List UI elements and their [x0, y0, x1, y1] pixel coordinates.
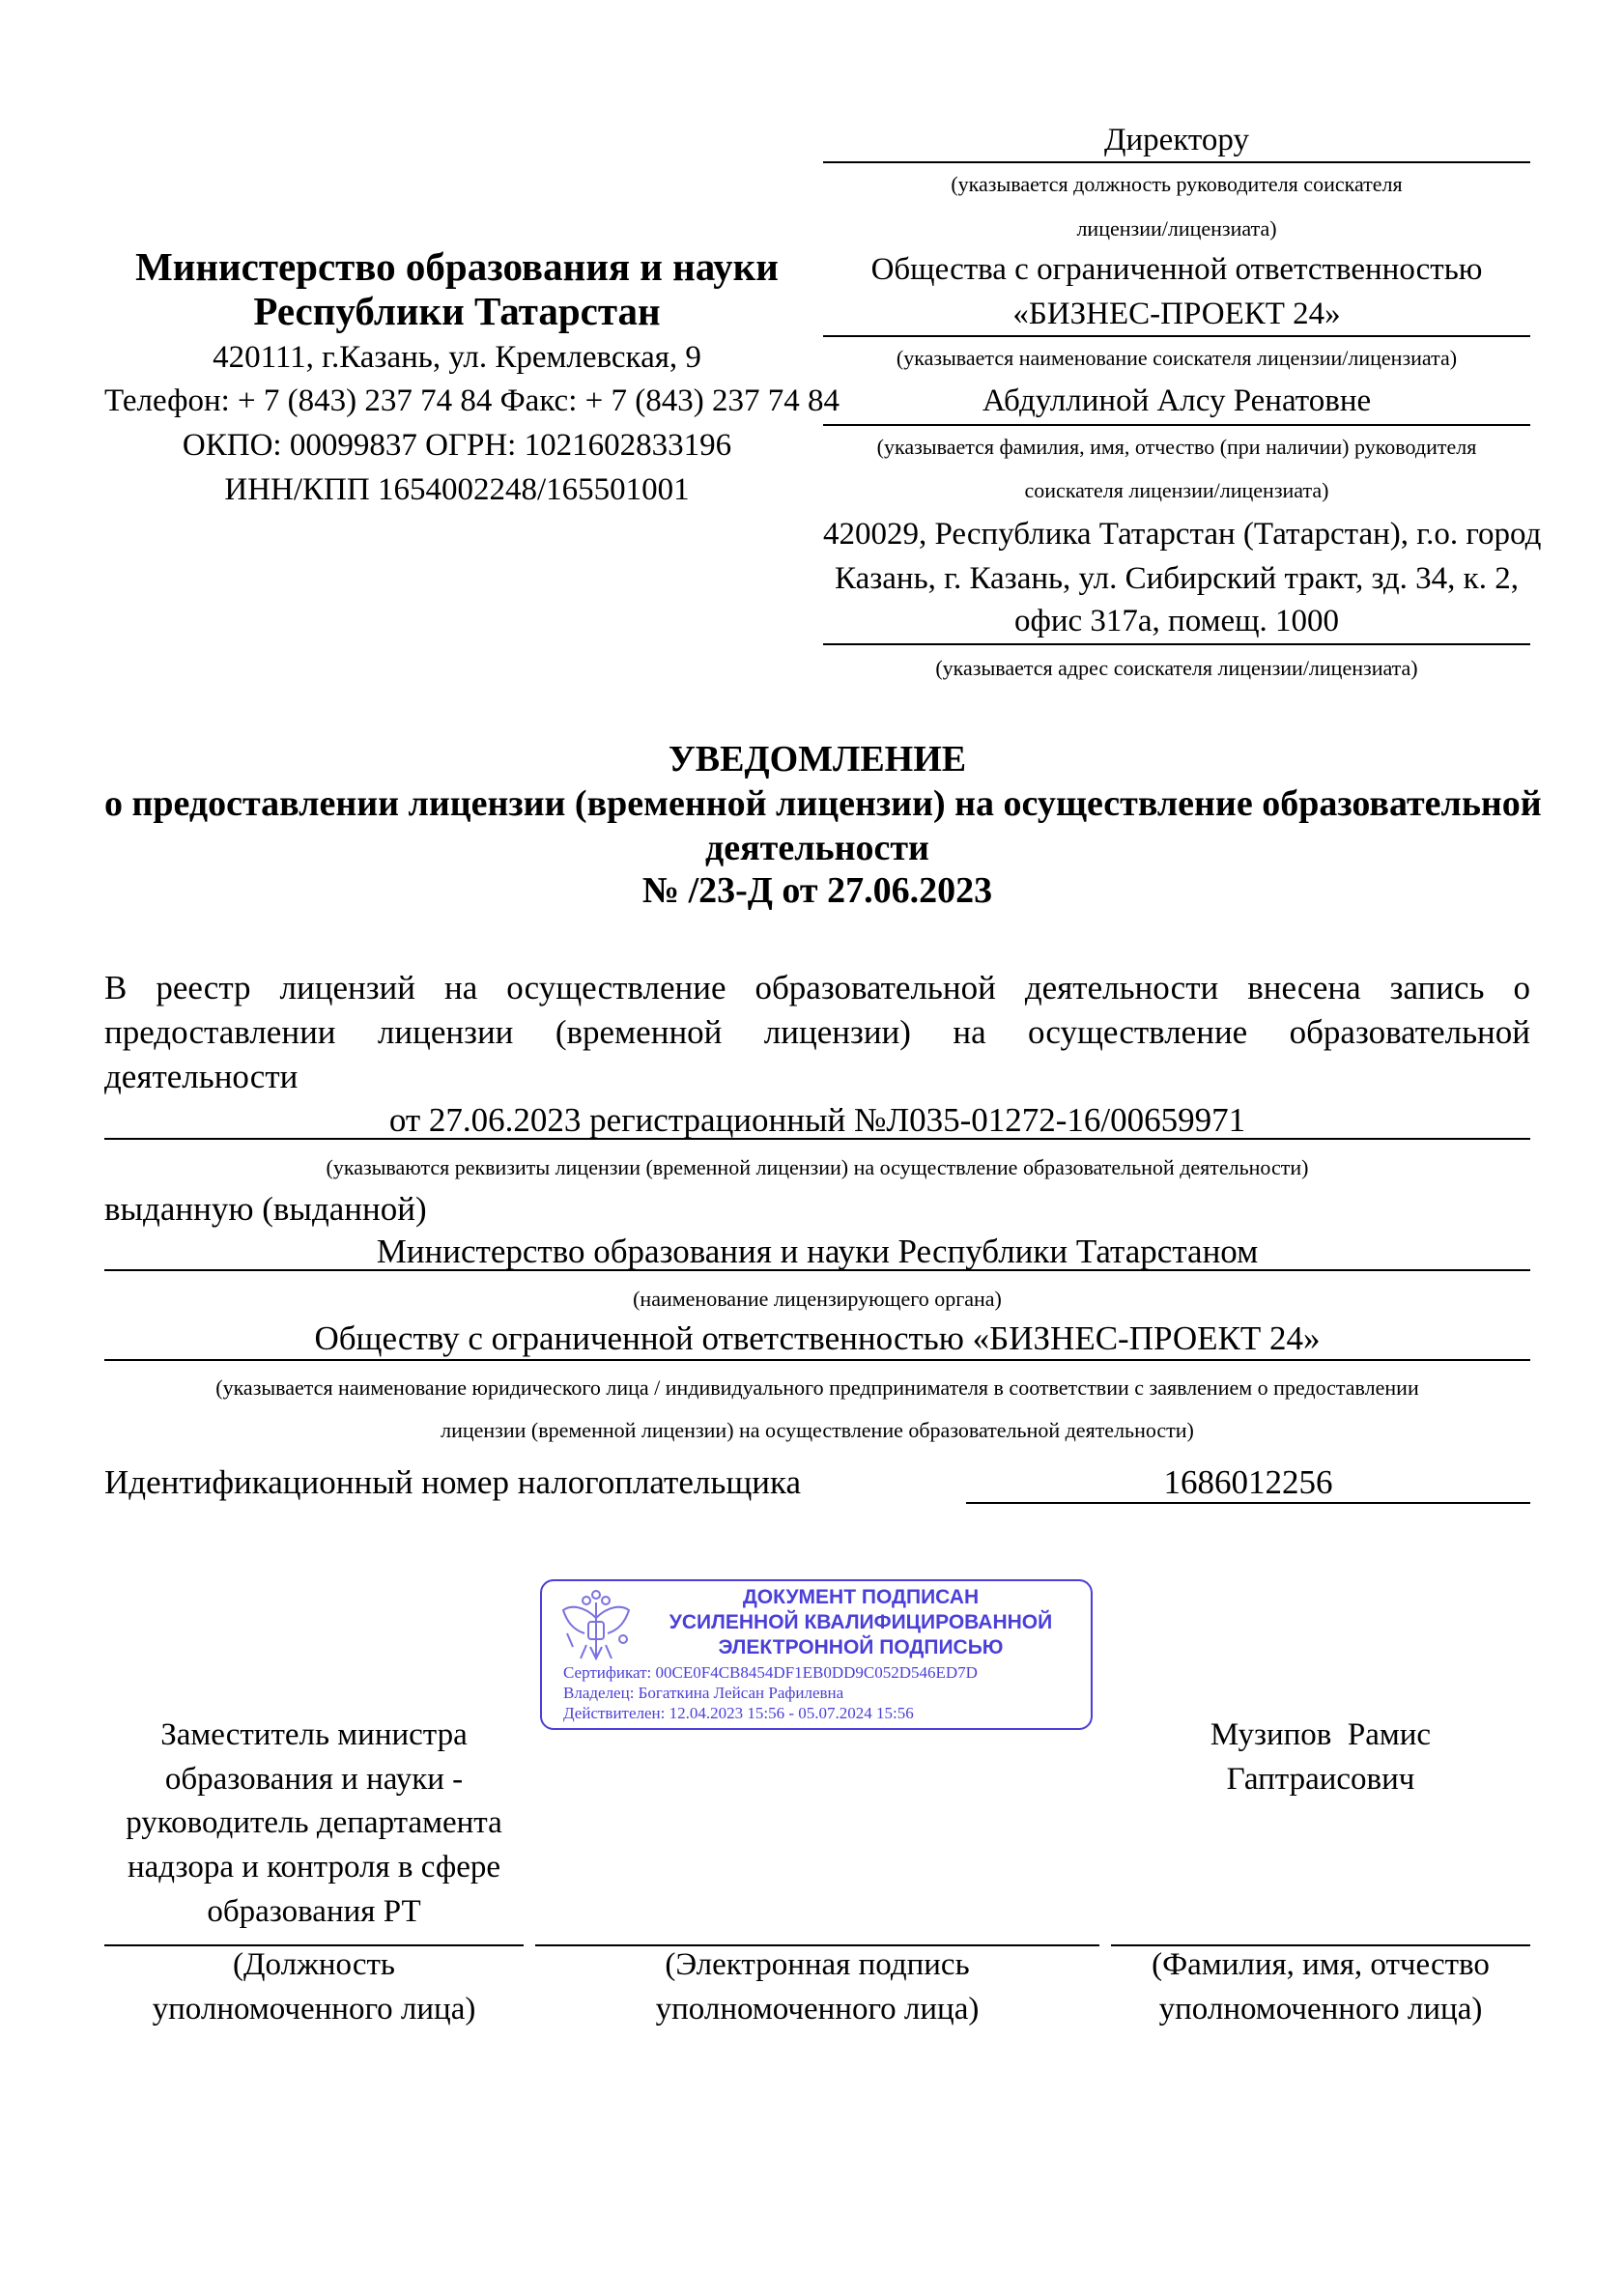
recipient-address: 420029, Республика Татарстан (Татарстан), г.о. город [823, 517, 1542, 552]
signer-name: Гаптраисович [1226, 1762, 1415, 1797]
divider [823, 424, 1530, 426]
inn-value: 1686012256 [1163, 1463, 1333, 1501]
hint: соискателя лицензии/лицензиата) [1024, 478, 1329, 502]
signer-position: образования РТ [207, 1894, 421, 1929]
issuer-name: Республики Татарстан [253, 289, 661, 333]
stamp-title: ЭЛЕКТРОННОЙ ПОДПИСЬЮ [718, 1636, 1004, 1658]
divider [823, 335, 1530, 337]
label-name: (Фамилия, имя, отчество [1152, 1947, 1490, 1982]
stamp-title: УСИЛЕННОЙ КВАЛИФИЦИРОВАННОЙ [669, 1611, 1053, 1633]
issuer-okpo-ogrn: ОКПО: 00099837 ОГРН: 1021602833196 [182, 428, 732, 463]
recipient-org: Общества с ограниченной ответственностью [870, 252, 1483, 287]
label-position: уполномоченного лица) [152, 1992, 476, 2027]
hint: (указывается адрес соискателя лицензии/лицензиата) [935, 656, 1418, 680]
issuer-phone-fax: Телефон: + 7 (843) 237 74 84 Факс: + 7 (843) 237 74 84 [104, 383, 840, 418]
title-heading: УВЕДОМЛЕНИЕ [668, 739, 967, 780]
issuer-name: Министерство образования и науки [135, 244, 779, 289]
hint: (указывается наименование юридического лица / индивидуального предпринимателя в соответствии с заявлением о предоставлении [215, 1375, 1419, 1400]
stamp-validity: Действителен: 12.04.2023 15:56 - 05.07.2024 15:56 [563, 1704, 914, 1722]
licensee: Обществу с ограниченной ответственностью «БИЗНЕС-ПРОЕКТ 24» [314, 1319, 1321, 1357]
recipient-org: «БИЗНЕС-ПРОЕКТ 24» [1012, 297, 1341, 331]
inn-label: Идентификационный номер налогоплательщика [104, 1463, 802, 1501]
license-details: от 27.06.2023 регистрационный №Л035-01272-16/00659971 [388, 1101, 1246, 1139]
title-subtitle: о предоставлении лицензии (временной лицензии) на осуществление образовательной [104, 783, 1542, 824]
recipient-person: Абдуллиной Алсу Ренатовне [982, 383, 1372, 418]
body-text: деятельности [104, 1058, 299, 1095]
divider [823, 643, 1530, 645]
body-text: предоставлении лицензии (временной лицензии) на осуществление образовательной [104, 1013, 1530, 1051]
label-position: (Должность [233, 1947, 395, 1982]
hint: лицензии/лицензиата) [1076, 216, 1277, 241]
issued-label: выданную (выданной) [104, 1190, 427, 1228]
issuer-address: 420111, г.Казань, ул. Кремлевская, 9 [213, 340, 701, 375]
recipient-address: офис 317а, помещ. 1000 [1013, 604, 1340, 638]
title-number: № /23-Д от 27.06.2023 [641, 870, 993, 911]
signer-position: надзора и контроля в сфере [127, 1850, 500, 1885]
divider [966, 1502, 1530, 1504]
label-signature: (Электронная подпись [665, 1947, 970, 1982]
hint: (указывается наименование соискателя лицензии/лицензиата) [896, 346, 1458, 370]
signer-position: образования и науки - [164, 1762, 464, 1797]
title-subtitle: деятельности [705, 828, 929, 868]
signer-position: Заместитель министра [160, 1717, 468, 1752]
hint: (указывается должность руководителя соискателя [951, 172, 1403, 196]
signer-position: руководитель департамента [126, 1805, 502, 1840]
stamp-title: ДОКУМЕНТ ПОДПИСАН [742, 1586, 980, 1608]
body-text: В реестр лицензий на осуществление образовательной деятельности внесена запись о [104, 969, 1530, 1006]
recipient-address: Казань, г. Казань, ул. Сибирский тракт, зд. 34, к. 2, [835, 561, 1519, 596]
recipient-position: Директору [1104, 123, 1249, 157]
divider [104, 1359, 1530, 1361]
label-signature: уполномоченного лица) [655, 1992, 980, 2027]
divider [104, 1138, 1530, 1140]
divider [823, 161, 1530, 163]
hint: (указываются реквизиты лицензии (временной лицензии) на осуществление образовательной деятельности) [326, 1155, 1309, 1179]
stamp-owner: Владелец: Богаткина Лейсан Рафилевна [563, 1684, 844, 1702]
signer-name: Музипов Рамис [1210, 1717, 1432, 1752]
coat-of-arms-icon [557, 1589, 635, 1666]
electronic-signature-stamp [540, 1579, 1093, 1730]
hint: (наименование лицензирующего органа) [633, 1287, 1002, 1311]
hint: лицензии (временной лицензии) на осуществление образовательной деятельности) [441, 1418, 1194, 1442]
hint: (указывается фамилия, имя, отчество (при наличии) руководителя [876, 435, 1477, 459]
licensor: Министерство образования и науки Республики Татарстаном [376, 1233, 1259, 1270]
issuer-inn-kpp: ИНН/КПП 1654002248/165501001 [224, 472, 690, 507]
stamp-certificate: Сертификат: 00CE0F4CB8454DF1EB0DD9C052D546ED7D [563, 1663, 978, 1682]
divider [104, 1269, 1530, 1271]
label-name: уполномоченного лица) [1158, 1992, 1483, 2027]
